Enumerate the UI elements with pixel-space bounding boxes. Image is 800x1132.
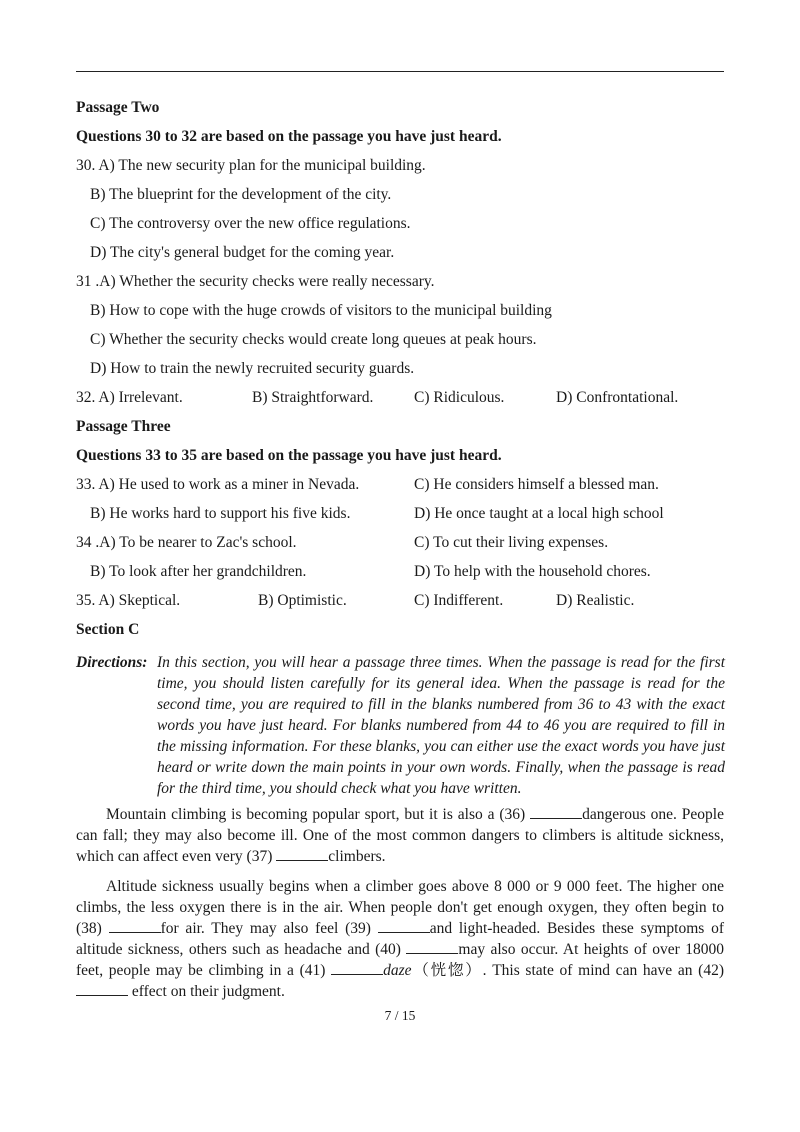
q31-option-c: C) Whether the security checks would create long queues at peak hours. xyxy=(90,331,537,348)
q31-option-d: D) How to train the newly recruited security guards. xyxy=(90,360,415,377)
q30-option-c: C) The controversy over the new office regulations. xyxy=(90,215,411,232)
blank-40[interactable] xyxy=(406,940,458,954)
p2-text-4: may also occur. At heights of over 18000 feet, people may be climbing in a (41) xyxy=(76,941,725,979)
passage-three-instruction: Questions 33 to 35 are based on the passage you have just heard. xyxy=(76,447,502,464)
q32-option-c: C) Ridiculous. xyxy=(414,389,505,406)
q34-option-d: D) To help with the household chores. xyxy=(414,563,651,580)
q34-row-1 xyxy=(76,533,724,553)
q35-option-d: D) Realistic. xyxy=(556,592,635,609)
q33-row-1 xyxy=(76,475,724,495)
q33-option-d: D) He once taught at a local high school xyxy=(414,505,664,522)
q32-row xyxy=(76,388,724,408)
passage-two-title: Passage Two xyxy=(76,99,160,116)
p2-text-7: effect on their judgment. xyxy=(128,983,285,1000)
passage-paragraph-2 xyxy=(76,876,724,1002)
p1-text-3: climbers. xyxy=(328,848,386,865)
q30-option-a: 30. A) The new security plan for the municipal building. xyxy=(76,157,426,174)
blank-42[interactable] xyxy=(76,982,128,996)
q33-option-c: C) He considers himself a blessed man. xyxy=(414,476,659,493)
blank-38[interactable] xyxy=(109,919,161,933)
q32-option-a: 32. A) Irrelevant. xyxy=(76,389,183,406)
blank-39[interactable] xyxy=(378,919,430,933)
q34-row-2 xyxy=(76,562,724,582)
passage-paragraph-1 xyxy=(76,804,724,867)
p2-text-6: （恍惚）. This state of mind can have an (42) xyxy=(411,962,724,979)
q35-option-a: 35. A) Skeptical. xyxy=(76,592,181,609)
blank-36[interactable] xyxy=(530,805,582,819)
directions-text: In this section, you will hear a passage three times. When the passage is read for the first time, you should listen carefully for its general idea. When the passage is read for the second time, you are required to fill in the blanks numbered from 36 to 43 with the exact words you have just heard. For blanks numbered from 44 to 46 you are required to fill in the missing information. For these blanks, you can either use the exact words you have just heard or write down the main points in your own words. Finally, when the passage is read for the third time, you should check what you have written. xyxy=(157,654,725,797)
q31-option-a: 31 .A) Whether the security checks were really necessary. xyxy=(76,273,435,290)
directions-label: Directions: xyxy=(76,654,148,671)
page-number: 7 / 15 xyxy=(384,1008,416,1023)
blank-41[interactable] xyxy=(331,961,383,975)
section-c-title: Section C xyxy=(76,621,140,638)
p2-text-3: and light-headed. Besides these symptoms of altitude sickness, others such as headache and (40) xyxy=(76,920,724,958)
q35-option-b: B) Optimistic. xyxy=(258,592,347,609)
p1-text-1: Mountain climbing is becoming popular sport, but it is also a (36) xyxy=(106,806,531,823)
q30-option-d: D) The city's general budget for the coming year. xyxy=(90,244,395,261)
q34-option-a: 34 .A) To be nearer to Zac's school. xyxy=(76,534,297,551)
passage-two-instruction: Questions 30 to 32 are based on the passage you have just heard. xyxy=(76,128,502,145)
q35-option-c: C) Indifferent. xyxy=(414,592,504,609)
p2-text-1: Altitude sickness usually begins when a climber goes above 8 000 or 9 000 feet. The higher one climbs, the less oxygen there is in the air. When people don't get enough oxygen, they often begin to (38) xyxy=(76,878,724,937)
q35-row xyxy=(76,591,724,611)
passage-three-title: Passage Three xyxy=(76,418,171,435)
q33-option-b: B) He works hard to support his five kids. xyxy=(90,505,351,522)
p2-daze-word: daze xyxy=(383,962,412,979)
q32-option-b: B) Straightforward. xyxy=(252,389,374,406)
header-rule xyxy=(76,71,724,72)
blank-37[interactable] xyxy=(276,847,328,861)
q34-option-c: C) To cut their living expenses. xyxy=(414,534,609,551)
q30-option-b: B) The blueprint for the development of the city. xyxy=(90,186,392,203)
p2-text-2: for air. They may also feel (39) xyxy=(160,920,378,937)
q33-option-a: 33. A) He used to work as a miner in Nevada. xyxy=(76,476,360,493)
q33-row-2 xyxy=(76,504,724,524)
p1-text-2: dangerous one. People can fall; they may also become ill. One of the most common dangers to climbers is altitude sickness, which can affect even very (37) xyxy=(76,806,724,865)
q31-option-b: B) How to cope with the huge crowds of visitors to the municipal building xyxy=(90,302,552,319)
q32-option-d: D) Confrontational. xyxy=(556,389,679,406)
q34-option-b: B) To look after her grandchildren. xyxy=(90,563,307,580)
